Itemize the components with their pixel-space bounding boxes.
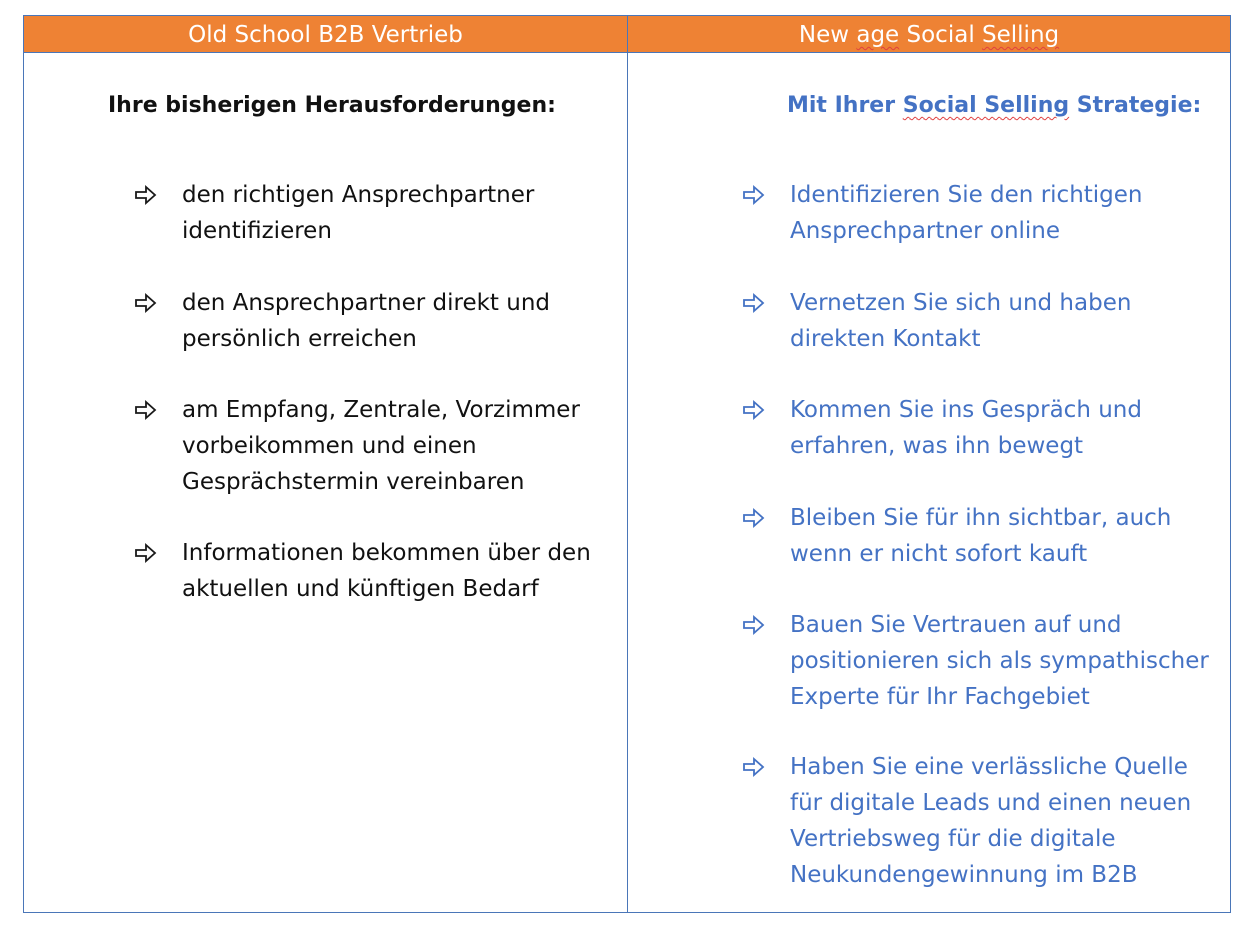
strategy-item-line: wenn er nicht sofort kauft (790, 541, 1088, 567)
header-new-age-marked2: Selling (982, 22, 1060, 48)
strategy-item-line: Bauen Sie Vertrauen auf und (790, 612, 1122, 638)
challenge-item-line: Gesprächstermin vereinbaren (182, 469, 525, 495)
strategy-item-line: Experte für Ihr Fachgebiet (790, 684, 1090, 710)
strategy-heading (787, 93, 1201, 118)
strategy-item-line: Ansprechpartner online (790, 218, 1061, 244)
challenge-item-line: aktuellen und künftigen Bedarf (182, 576, 539, 602)
strategy-item-line: Bleiben Sie für ihn sichtbar, auch (790, 505, 1172, 531)
challenge-item-line: persönlich erreichen (182, 326, 417, 352)
strategy-heading-prefix: Mit Ihrer (787, 93, 903, 118)
strategy-heading-marked: Social Selling (902, 93, 1070, 118)
arrow-bullet-icon (134, 291, 158, 315)
strategy-item-text (790, 285, 1131, 357)
challenge-item-line: identifizieren (182, 218, 332, 244)
strategy-item-line: direkten Kontakt (790, 326, 981, 352)
arrow-bullet-icon (742, 183, 766, 207)
challenge-item-line: den richtigen Ansprechpartner (182, 182, 535, 208)
challenges-heading: Ihre bisherigen Herausforderungen: (108, 93, 556, 118)
challenge-item-line: den Ansprechpartner direkt und (182, 290, 551, 316)
strategy-item-line: Vertriebsweg für die digitale (790, 826, 1116, 852)
challenge-item-text (182, 392, 580, 500)
header-new-age-prefix: New (798, 22, 857, 48)
strategy-item-line: Vernetzen Sie sich und haben (790, 290, 1132, 316)
column-divider (627, 16, 628, 912)
strategy-item-text (790, 392, 1142, 464)
challenge-item-text (182, 177, 534, 249)
arrow-bullet-icon (134, 541, 158, 565)
challenge-item-line: vorbeikommen und einen (182, 433, 477, 459)
arrow-bullet-icon (134, 183, 158, 207)
challenge-item-text (182, 535, 591, 607)
arrow-bullet-icon (134, 398, 158, 422)
header-old-school: Old School B2B Vertrieb (188, 22, 463, 48)
header-new-age-middle: Social (899, 22, 983, 48)
strategy-item-line: erfahren, was ihn bewegt (790, 433, 1084, 459)
comparison-table (23, 15, 1231, 913)
arrow-bullet-icon (742, 506, 766, 530)
strategy-item-line: Identifizieren Sie den richtigen (790, 182, 1143, 208)
strategy-item-text (790, 749, 1191, 893)
strategy-item-text (790, 500, 1171, 572)
header-new-age (628, 16, 1230, 52)
strategy-item-line: Neukundengewinnung im B2B (790, 862, 1138, 888)
challenge-item-line: am Empfang, Zentrale, Vorzimmer (182, 397, 580, 423)
challenge-item-line: Informationen bekommen über den (182, 540, 591, 566)
arrow-bullet-icon (742, 755, 766, 779)
strategy-item-text (790, 177, 1143, 249)
challenge-item-text (182, 285, 550, 357)
strategy-item-line: Kommen Sie ins Gespräch und (790, 397, 1142, 423)
strategy-heading-suffix: Strategie: (1069, 93, 1202, 118)
strategy-item-text (790, 607, 1209, 715)
arrow-bullet-icon (742, 291, 766, 315)
arrow-bullet-icon (742, 398, 766, 422)
strategy-item-line: Haben Sie eine verlässliche Quelle (790, 754, 1188, 780)
strategy-item-line: für digitale Leads und einen neuen (790, 790, 1192, 816)
strategy-item-line: positionieren sich als sympathischer (790, 648, 1209, 674)
arrow-bullet-icon (742, 613, 766, 637)
header-new-age-marked: age (856, 22, 900, 48)
